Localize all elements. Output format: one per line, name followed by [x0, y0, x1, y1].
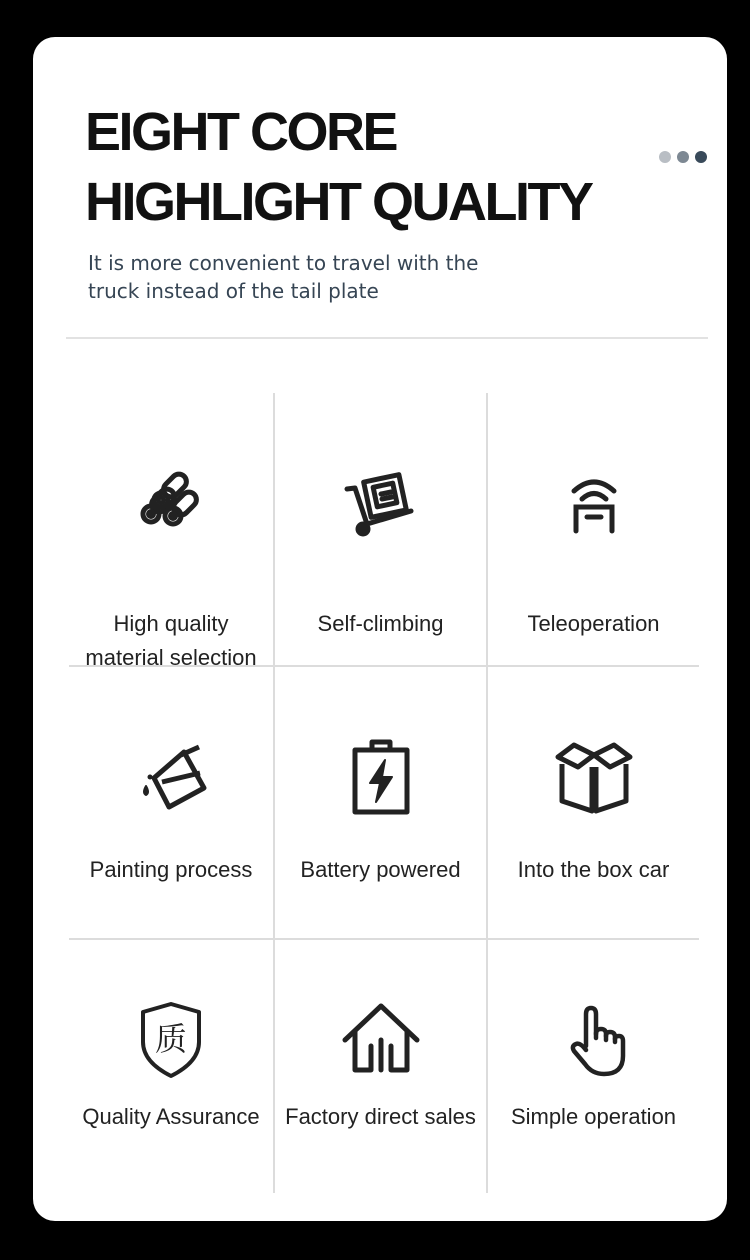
- box-icon: [552, 733, 636, 817]
- card: [33, 37, 727, 1221]
- paint-bucket-icon: [129, 733, 213, 817]
- svg-text:质: 质: [154, 1020, 188, 1058]
- feature-label: High quality material selection: [85, 611, 257, 670]
- feature-grid: [69, 393, 699, 1193]
- subtitle: [88, 249, 548, 305]
- feature-label: Battery powered: [300, 857, 461, 882]
- remote-signal-icon: [552, 461, 636, 545]
- feature-item-teleoperation: [488, 393, 699, 665]
- subtitle-line-1: It is more convenient to travel with the: [88, 251, 479, 275]
- feature-item-simple-operation: [488, 940, 699, 1193]
- page-title: [85, 97, 591, 237]
- feature-label: Self-climbing: [317, 611, 444, 636]
- title-line-2: HIGHLIGHT QUALITY: [85, 172, 592, 232]
- pointer-hand-icon: [552, 998, 636, 1082]
- feature-item-quality-assurance: [69, 940, 273, 1193]
- pagination-dots: [659, 151, 707, 163]
- feature-item-battery: [275, 667, 486, 938]
- feature-item-painting: [69, 667, 273, 938]
- hand-truck-icon: [339, 461, 423, 545]
- header-divider: [66, 337, 708, 339]
- feature-label: Painting process: [89, 857, 253, 882]
- feature-label: Into the box car: [517, 857, 670, 882]
- battery-icon: [339, 733, 423, 817]
- subtitle-line-2: truck instead of the tail plate: [88, 279, 379, 303]
- feature-label: Teleoperation: [527, 611, 660, 636]
- feature-item-self-climbing: [275, 393, 486, 665]
- rolls-icon: [129, 461, 213, 545]
- quality-shield-icon: [129, 998, 213, 1082]
- feature-label: Factory direct sales: [285, 1104, 476, 1129]
- feature-label: Quality Assurance: [82, 1104, 260, 1129]
- pagination-dot: [659, 151, 671, 163]
- pagination-dot: [677, 151, 689, 163]
- house-icon: [339, 998, 423, 1082]
- feature-item-factory-sales: [275, 940, 486, 1193]
- feature-item-material: [69, 393, 273, 670]
- pagination-dot: [695, 151, 707, 163]
- title-line-1: EIGHT CORE: [85, 102, 397, 162]
- feature-item-box-car: [488, 667, 699, 938]
- feature-label: Simple operation: [510, 1104, 677, 1129]
